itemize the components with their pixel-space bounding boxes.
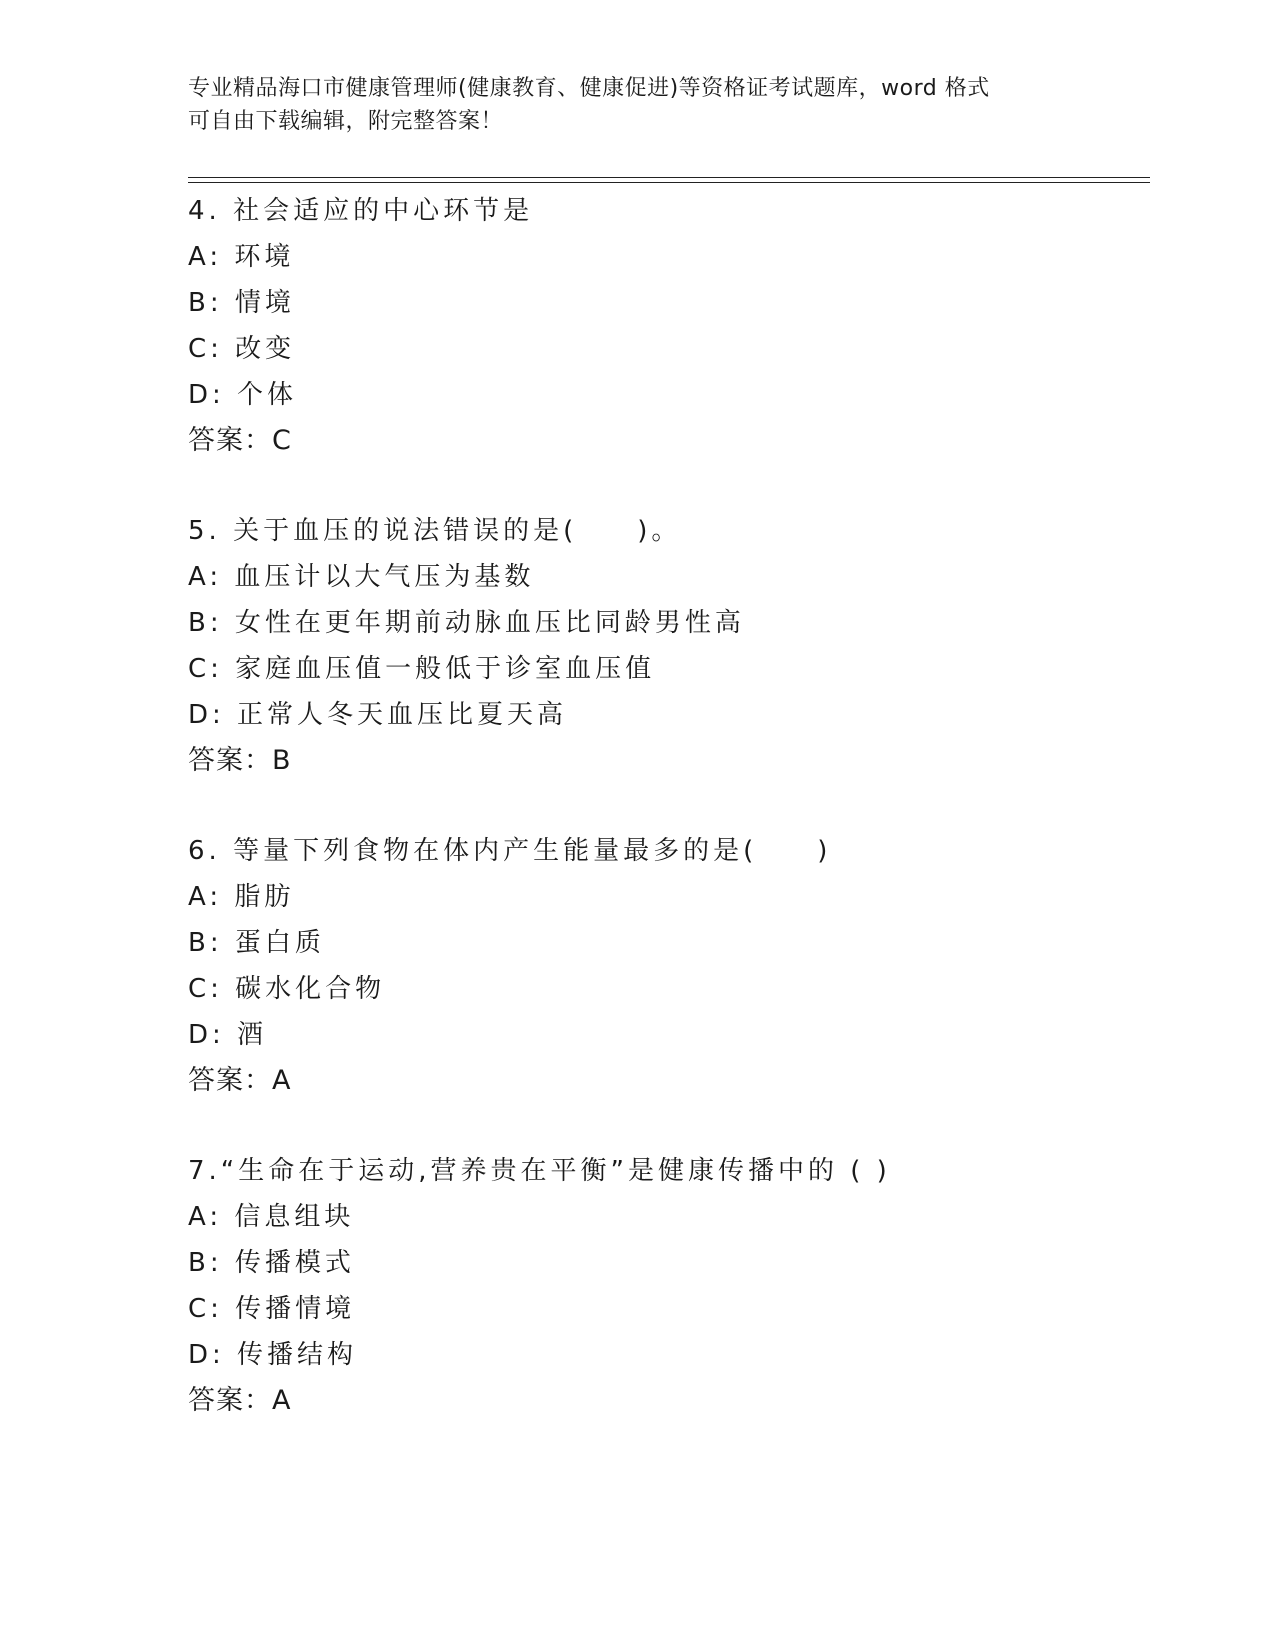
option-b: B: 情境 <box>188 288 295 318</box>
question-stem: 4. 社会适应的中心环节是 <box>188 196 534 226</box>
question-5 <box>188 508 1148 784</box>
option-c: C: 家庭血压值一般低于诊室血压值 <box>188 654 656 684</box>
answer: 答案：C <box>188 425 292 456</box>
option-d: D: 个体 <box>188 380 298 410</box>
option-b: B: 传播模式 <box>188 1248 355 1278</box>
question-stem: 5. 关于血压的说法错误的是( )。 <box>188 516 682 546</box>
option-d: D: 传播结构 <box>188 1340 358 1370</box>
option-a: A: 脂肪 <box>188 882 295 912</box>
question-6 <box>188 828 1148 1104</box>
option-a: A: 血压计以大气压为基数 <box>188 562 535 592</box>
option-a: A: 环境 <box>188 242 295 272</box>
option-d: D: 正常人冬天血压比夏天高 <box>188 700 568 730</box>
option-c: C: 改变 <box>188 334 296 364</box>
option-c: C: 传播情境 <box>188 1294 356 1324</box>
answer: 答案：A <box>188 1385 292 1416</box>
option-a: A: 信息组块 <box>188 1202 355 1232</box>
question-4 <box>188 188 1148 464</box>
header-line-2: 可自由下载编辑，附完整答案！ <box>188 109 504 134</box>
option-b: B: 女性在更年期前动脉血压比同龄男性高 <box>188 608 745 638</box>
option-d: D: 酒 <box>188 1020 268 1050</box>
answer: 答案：B <box>188 745 292 776</box>
question-7 <box>188 1148 1148 1424</box>
header-divider-bottom <box>188 182 1150 183</box>
question-stem: 7.“生命在于运动,营养贵在平衡”是健康传播中的 ( ) <box>188 1156 891 1186</box>
header-divider-top <box>188 177 1150 178</box>
answer: 答案：A <box>188 1065 292 1096</box>
option-b: B: 蛋白质 <box>188 928 325 958</box>
document-header <box>188 72 1088 138</box>
question-stem: 6. 等量下列食物在体内产生能量最多的是( ) <box>188 836 832 866</box>
header-line-1: 专业精品海口市健康管理师(健康教育、健康促进)等资格证考试题库，word 格式 <box>188 76 990 101</box>
option-c: C: 碳水化合物 <box>188 974 386 1004</box>
